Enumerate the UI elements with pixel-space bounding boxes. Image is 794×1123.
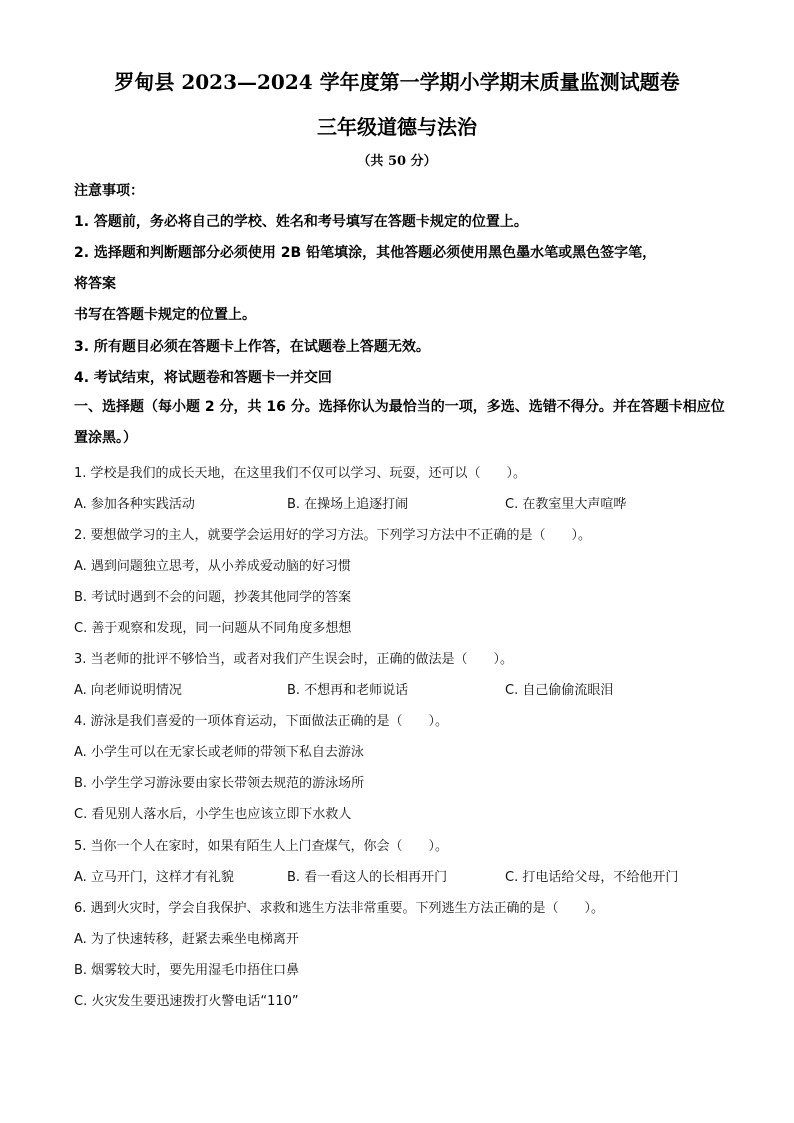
question-4-option-c: C. 看见别人落水后，小学生也应该立即下水救人 — [74, 807, 352, 822]
question-2-stem: 2. 要想做学习的主人，就要学会运用好的学习方法。下列学习方法中不正确的是（ ）。 — [74, 528, 592, 543]
question-3-option-b: B. 不想再和老师说话 — [287, 683, 409, 698]
question-1-stem: 1. 学校是我们的成长天地，在这里我们不仅可以学习、玩耍，还可以（ ）。 — [74, 466, 527, 481]
question-4-stem: 4. 游泳是我们喜爱的一项体育运动，下面做法正确的是（ ）。 — [74, 714, 449, 729]
notice-item-1: 1. 答题前，务必将自己的学校、姓名和考号填写在答题卡规定的位置上。 — [74, 214, 528, 230]
question-1-option-a: A. 参加各种实践活动 — [74, 497, 195, 512]
question-4-option-a: A. 小学生可以在无家长或老师的带领下私自去游泳 — [74, 745, 364, 760]
section-heading: 一、选择题（每小题 2 分，共 16 分。选择你认为最恰当的一项，多选、选错不得分。并在答题卡相应位置涂黑。） — [74, 399, 725, 446]
question-4-option-b: B. 小学生学习游泳要由家长带领去规范的游泳场所 — [74, 776, 365, 791]
notice-item-3: 3. 所有题目必须在答题卡上作答，在试题卷上答题无效。 — [74, 339, 430, 355]
question-6-option-c: C. 火灾发生要迅速拨打火警电话“110” — [74, 994, 299, 1009]
question-3-option-c: C. 自己偷偷流眼泪 — [505, 683, 614, 698]
question-5-stem: 5. 当你一个人在家时，如果有陌生人上门查煤气，你会（ ）。 — [74, 839, 449, 854]
exam-title: 罗甸县 2023—2024 学年度第一学期小学期末质量监测试题卷 — [114, 70, 680, 94]
question-1-option-c: C. 在教室里大声喧哗 — [505, 497, 627, 512]
question-5-option-c: C. 打电话给父母，不给他开门 — [505, 870, 679, 885]
notice-item-2-cont2: 书写在答题卡规定的位置上。 — [74, 307, 256, 323]
notice-item-4: 4. 考试结束，将试题卷和答题卡一并交回 — [74, 370, 332, 386]
exam-subject: 三年级道德与法治 — [317, 115, 477, 139]
question-3-option-a: A. 向老师说明情况 — [74, 683, 182, 698]
notice-heading: 注意事项： — [74, 183, 144, 199]
notice-item-2: 2. 选择题和判断题部分必须使用 2B 铅笔填涂，其他答题必须使用黑色墨水笔或黑色签字笔， — [74, 245, 657, 261]
question-1-option-b: B. 在操场上追逐打闹 — [287, 497, 409, 512]
notice-item-2-cont: 将答案 — [74, 276, 116, 292]
question-6-option-a: A. 为了快速转移，赶紧去乘坐电梯离开 — [74, 932, 299, 947]
total-score: （共 50 分） — [357, 154, 437, 169]
question-5-option-a: A. 立马开门，这样才有礼貌 — [74, 870, 234, 885]
question-2-option-a: A. 遇到问题独立思考，从小养成爱动脑的好习惯 — [74, 559, 351, 574]
question-5-option-b: B. 看一看这人的长相再开门 — [287, 870, 448, 885]
question-2-option-c: C. 善于观察和发现，同一问题从不同角度多想想 — [74, 621, 352, 636]
question-6-option-b: B. 烟雾较大时，要先用湿毛巾捂住口鼻 — [74, 963, 300, 978]
question-3-stem: 3. 当老师的批评不够恰当，或者对我们产生误会时，正确的做法是（ ）。 — [74, 652, 514, 667]
question-6-stem: 6. 遇到火灾时，学会自我保护、求救和逃生方法非常重要。下列逃生方法正确的是（ ）。 — [74, 901, 605, 916]
question-2-option-b: B. 考试时遇到不会的问题，抄袭其他同学的答案 — [74, 590, 352, 605]
